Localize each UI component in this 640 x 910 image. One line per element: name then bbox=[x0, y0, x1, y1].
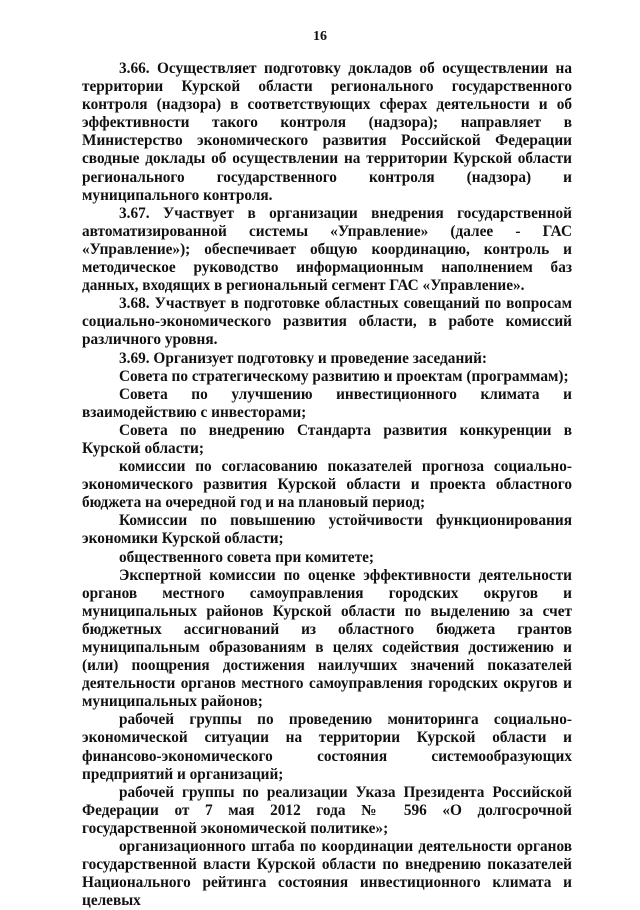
paragraph-3-69: 3.69. Организует подготовку и проведение заседаний: bbox=[119, 349, 487, 367]
list-item-stability-commission: Комиссии по повышению устойчивости функционирования экономики Курской области; bbox=[82, 512, 572, 548]
list-item-forecast-commission: комиссии по согласованию показателей прогноза социально-экономического развития Курской области и проекта областного бюджета на очередной год и на плановый период; bbox=[82, 458, 572, 512]
paragraph-3-66: 3.66. Осуществляет подготовку докладов об осуществлении на территории Курской области регионального государственного контроля (надзора) в соответствующих сферах деятельности и об эффективности такого контроля (надзора); направляет в Министерство экономического развития Российской Федерации сводные доклады об осуществлении на территории Курской области регионального государственного контроля (надзора) и муниципального контроля. bbox=[82, 60, 572, 204]
list-item-monitoring-group: рабочей группы по проведению мониторинга социально-экономической ситуации на территории Курской области и финансово-экономического состояния системообразующих предприятий и организаций; bbox=[82, 711, 572, 783]
list-item-public-council: общественного совета при комитете; bbox=[119, 548, 374, 566]
list-item-decree-group: рабочей группы по реализации Указа Президента Российской Федерации от 7 мая 2012 года № 596 «О долгосрочной государственной экономической политике»; bbox=[82, 783, 572, 837]
document-body bbox=[82, 60, 572, 910]
list-item-strategic-council: Совета по стратегическому развитию и проектам (программам); bbox=[119, 367, 569, 385]
page-number: 16 bbox=[313, 29, 327, 44]
paragraph-3-68: 3.68. Участвует в подготовке областных совещаний по вопросам социально-экономического развития области, в работе комиссий различного уровня. bbox=[82, 295, 572, 349]
paragraph-3-67: 3.67. Участвует в организации внедрения государственной автоматизированной системы «Управление» (далее - ГАС «Управление»); обеспечивает общую координацию, контроль и методическое руководство информационным наполнением баз данных, входящих в региональный сегмент ГАС «Управление». bbox=[82, 204, 572, 295]
list-item-investment-council: Совета по улучшению инвестиционного климата и взаимодействию с инвесторами; bbox=[82, 385, 572, 421]
list-item-expert-commission: Экспертной комиссии по оценке эффективности деятельности органов местного самоуправления городских округов и муниципальных районов Курской области по выделению за счет бюджетных ассигнований из областного бюджета грантов муниципальным образованиям в целях содействия достижению и (или) поощрения достижения наилучших значений показателей деятельности органов местного самоуправления городских округов и муниципальных районов; bbox=[82, 566, 572, 711]
list-item-competition-council: Совета по внедрению Стандарта развития конкуренции в Курской области; bbox=[82, 421, 572, 457]
list-item-organizational-hq: организационного штаба по координации деятельности органов государственной власти Курской области по внедрению показателей Национального рейтинга состояния инвестиционного климата и целевых bbox=[82, 838, 572, 910]
